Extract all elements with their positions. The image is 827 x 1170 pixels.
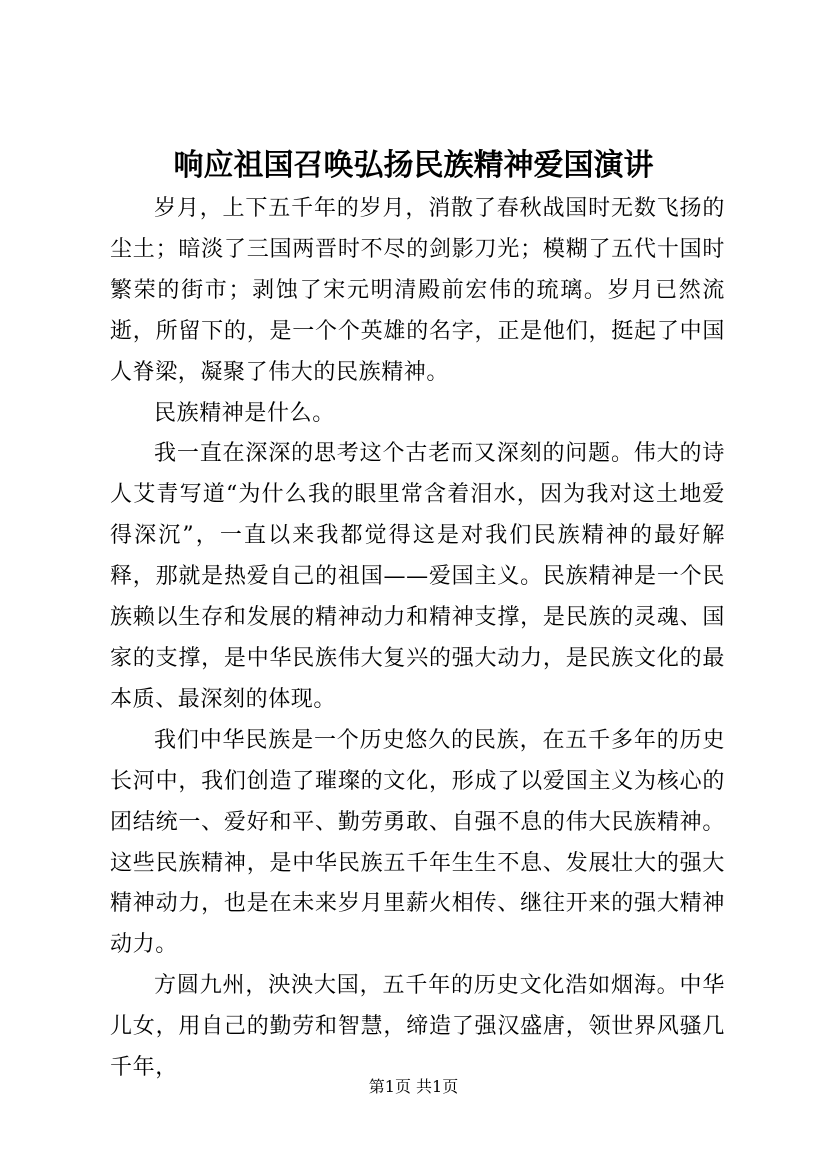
document-title: 响应祖国召唤弘扬民族精神爱国演讲 <box>173 148 654 183</box>
paragraph: 民族精神是什么。 <box>154 400 335 426</box>
page-number-footer: 第1页 共1页 <box>368 1077 459 1096</box>
paragraph: 我一直在深深的思考这个古老而又深刻的问题。伟大的诗人艾青写道“为什么我的眼里常含着泪水，因为我对这土地爱得深沉”，一直以来我都觉得这是对我们民族精神的最好解释，那就是热爱自己的祖国——爱国主义。民族精神是一个民族赖以生存和发展的精神动力和精神支撑，是民族的灵魂、国家的支撑，是中华民族伟大复兴的强大动力，是民族文化的最本质、最深刻的体现。 <box>110 441 725 712</box>
paragraph: 岁月，上下五千年的岁月，消散了春秋战国时无数飞扬的尘土；暗淡了三国两晋时不尽的剑影刀光；模糊了五代十国时繁荣的街市；剥蚀了宋元明清殿前宏伟的琉璃。岁月已然流逝，所留下的，是一个个英雄的名字，正是他们，挺起了中国人脊梁，凝聚了伟大的民族精神。 <box>110 196 725 385</box>
document-body <box>110 189 725 1089</box>
paragraph: 方圆九州，泱泱大国，五千年的历史文化浩如烟海。中华儿女，用自己的勤劳和智慧，缔造了强汉盛唐，领世界风骚几千年， <box>110 973 725 1081</box>
paragraph: 我们中华民族是一个历史悠久的民族，在五千多年的历史长河中，我们创造了璀璨的文化，形成了以爱国主义为核心的团结统一、爱好和平、勤劳勇敢、自强不息的伟大民族精神。这些民族精神，是中华民族五千年生生不息、发展壮大的强大精神动力，也是在未来岁月里薪火相传、继往开来的强大精神动力。 <box>110 727 725 958</box>
